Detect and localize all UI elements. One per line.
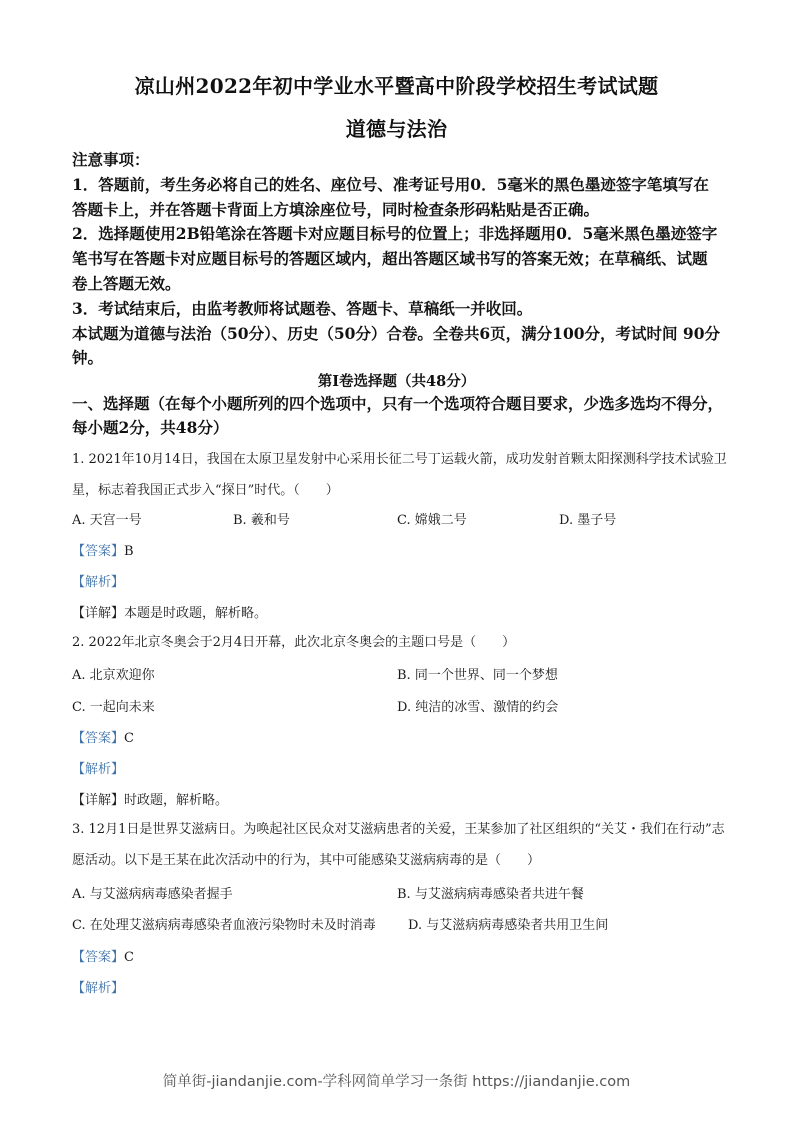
- notice-label: 注意事项：: [72, 150, 150, 169]
- analysis-label: 【解析】: [72, 762, 125, 777]
- notice-item-2: 2．选择题使用2B铅笔涂在答题卡对应题目标号的位置上；非选择题用0．5毫米黑色墨迹签字笔书写在答题卡对应题目标号的答题区域内，超出答题区域书写的答案无效；在草稿纸、试题 卷上答题无效。: [72, 224, 718, 293]
- detail-text: 时政题，解析略。: [124, 793, 229, 808]
- question-2-answer: [72, 727, 134, 746]
- question-1-detail: [72, 602, 267, 621]
- page-title: 凉山州2022年初中学业水平暨高中阶段学校招生考试试题: [134, 74, 659, 98]
- question-1-option-b: B. 羲和号: [233, 513, 290, 528]
- question-3-answer: [72, 946, 134, 965]
- question-3-stem: 3. 12月1日是世界艾滋病日。为唤起社区民众对艾滋病患者的关爱，王某参加了社区组织的“关艾・我们在行动”志愿活动。以下是王某在此次活动中的行为，其中可能感染艾滋病病毒的是（ ）: [72, 822, 725, 868]
- notice-block: [72, 148, 724, 371]
- notice-item-3: 3．考试结束后，由监考教师将试题卷、答题卡、草稿纸一并收回。: [72, 298, 533, 318]
- question-2-stem: 2. 2022年北京冬奥会于2月4日开幕，此次北京冬奥会的主题口号是（ ）: [72, 635, 516, 650]
- question-3-options-row-1: [72, 883, 727, 905]
- notice-summary: 本试题为道德与法治（50分）、历史（50分）合卷。全卷共6页，满分100分，考试时间 90分钟。: [72, 323, 720, 368]
- question-3-option-b: B. 与艾滋病病毒感染者共进午餐: [397, 887, 584, 902]
- question-2-option-d: D. 纯洁的冰雪、激情的约会: [397, 700, 559, 715]
- question-2-detail: [72, 789, 228, 808]
- question-2-option-b: B. 同一个世界、同一个梦想: [397, 668, 558, 683]
- question-1-option-a: A. 天宫一号: [72, 513, 142, 528]
- notice-item-1: 1．答题前，考生务必将自己的姓名、座位号、准考证号用0．5毫米的黑色墨迹签字笔填写在答题卡上，并在答题卡背面上方填涂座位号，同时检查条形码粘贴是否正确。: [72, 174, 709, 219]
- detail-text: 本题是时政题，解析略。: [124, 606, 268, 621]
- question-2-options-row-1: [72, 664, 727, 686]
- analysis-label: 【解析】: [72, 981, 125, 996]
- question-1-stem: 1. 2021年10月14日，我国在太原卫星发射中心采用长征二号丁运载火箭，成功发射首颗太阳探测科学技术试验卫星，标志着我国正式步入“探日”时代。（ ）: [72, 452, 727, 498]
- question-1-analysis: [72, 571, 124, 590]
- section-instructions: 一、选择题（在每个小题所列的四个选项中，只有一个选项符合题目要求，少选多选均不得分， 每小题2分，共48分）: [72, 394, 724, 437]
- subject-title: 道德与法治: [345, 117, 448, 141]
- answer-label: 【答案】: [72, 544, 125, 559]
- question-1-option-d: D. 墨子号: [559, 513, 617, 528]
- section-heading: 第Ⅰ卷选择题（共48分）: [317, 373, 476, 390]
- question-3-option-d: D. 与艾滋病病毒感染者共用卫生间: [408, 918, 609, 933]
- analysis-label: 【解析】: [72, 575, 125, 590]
- question-3-option-c: C. 在处理艾滋病病毒感染者血液污染物时未及时消毒: [72, 918, 376, 933]
- question-3-options-row-2: [72, 914, 727, 936]
- footer-watermark: 简单街-jiandanjie.com-学科网简单学习一条街 https://jiandanjie.com: [162, 1074, 631, 1090]
- detail-label: 【详解】: [72, 606, 125, 621]
- detail-label: 【详解】: [72, 793, 125, 808]
- question-1-options: [72, 509, 727, 531]
- question-2-analysis: [72, 758, 124, 777]
- question-3-option-a: A. 与艾滋病病毒感染者握手: [72, 887, 233, 902]
- question-2-option-c: C. 一起向未来: [72, 700, 155, 715]
- question-2-option-a: A. 北京欢迎你: [72, 668, 155, 683]
- question-3-analysis: [72, 977, 124, 996]
- question-2-options-row-2: [72, 696, 727, 718]
- answer-label: 【答案】: [72, 731, 125, 746]
- question-1-answer: [72, 540, 134, 559]
- answer-label: 【答案】: [72, 950, 125, 965]
- answer-value: B: [124, 544, 134, 559]
- answer-value: C: [124, 731, 134, 746]
- question-1-option-c: C. 嫦娥二号: [397, 513, 467, 528]
- answer-value: C: [124, 950, 134, 965]
